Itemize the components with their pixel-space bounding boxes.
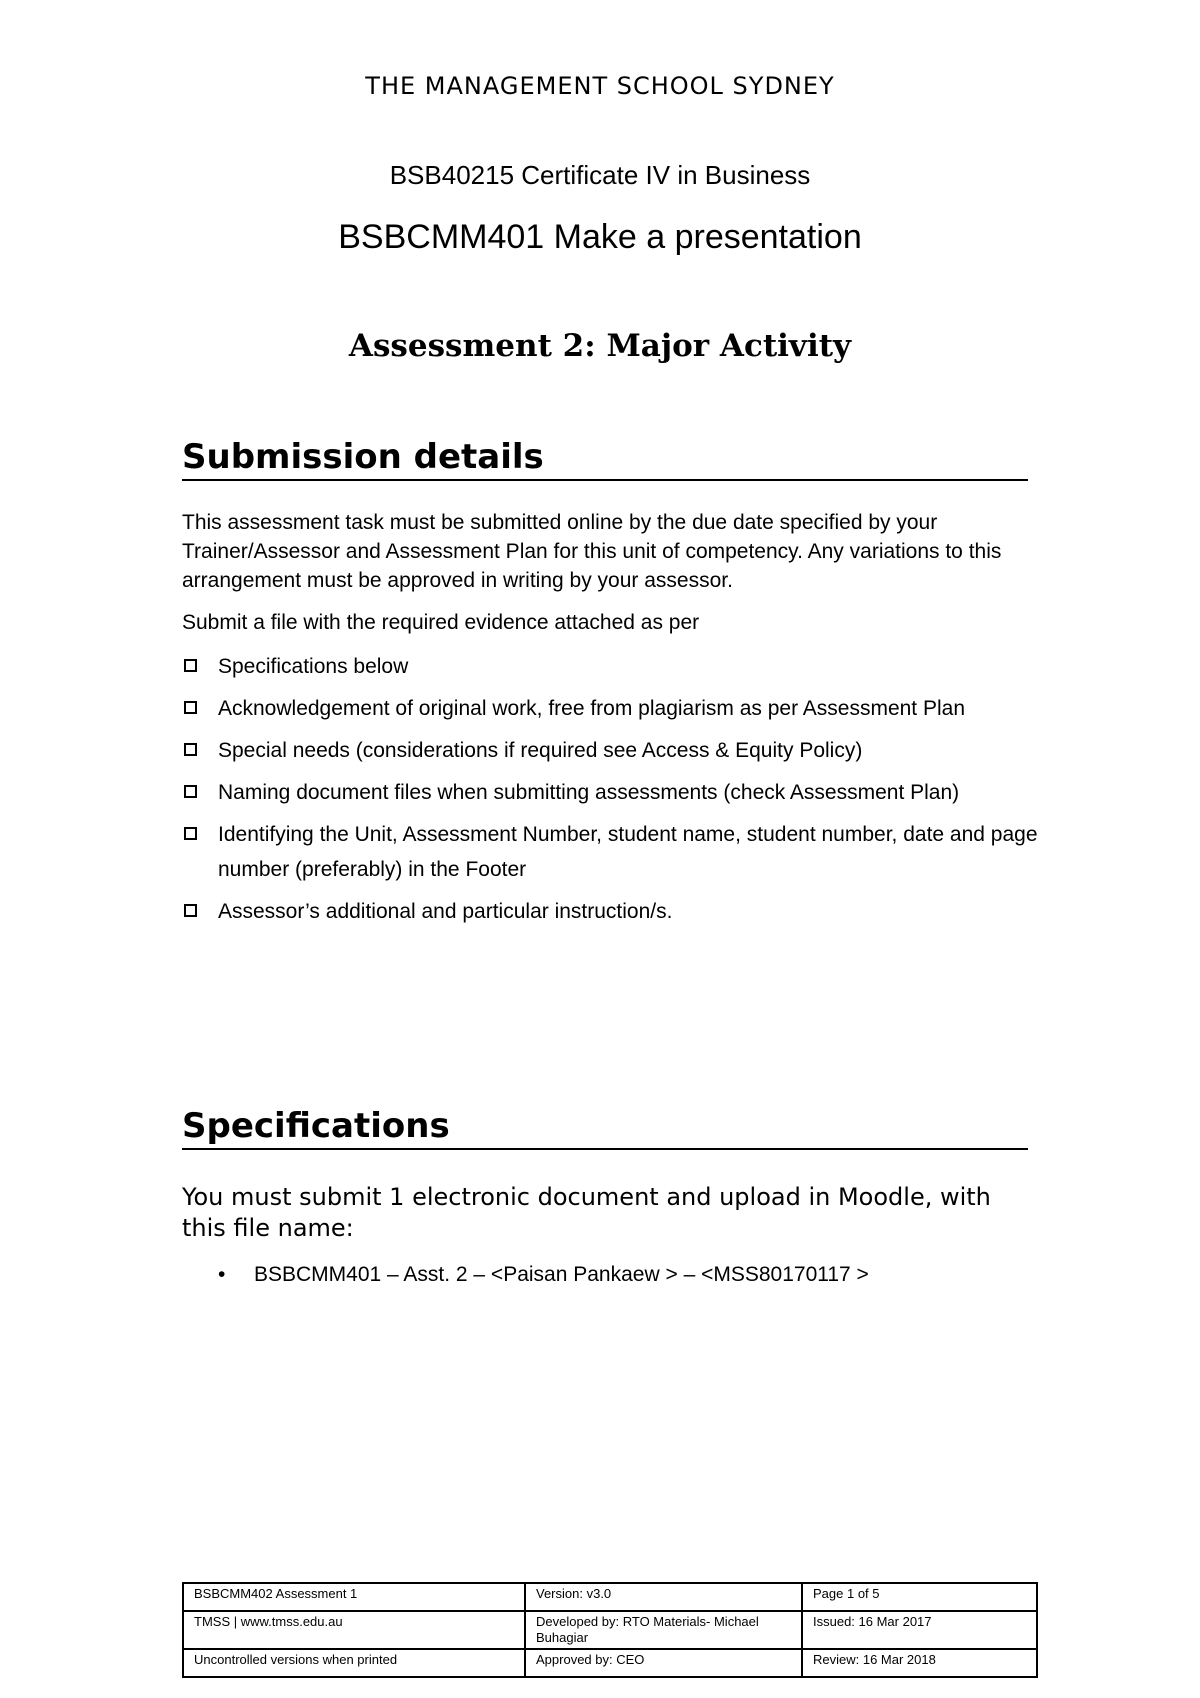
checklist-item: Special needs (considerations if required see Access & Equity Policy) — [182, 733, 1042, 768]
checklist-item: Identifying the Unit, Assessment Number, student name, student number, date and page number (preferably) in the Footer — [182, 817, 1042, 887]
checkbox-icon — [184, 785, 197, 798]
submission-heading: Submission details — [182, 437, 1028, 481]
checkbox-icon — [184, 904, 197, 917]
specifications-heading: Specifications — [182, 1106, 1028, 1150]
footer-cell: Review: 16 Mar 2018 — [802, 1649, 1037, 1677]
list-item: • BSBCMM401 – Asst. 2 – <Paisan Pankaew > – <MSS80170117 > — [218, 1260, 869, 1290]
specifications-text: You must submit 1 electronic document and upload in Moodle, with this file name: — [182, 1183, 991, 1242]
checklist-item: Assessor’s additional and particular instruction/s. — [182, 894, 1042, 929]
checklist-item: Acknowledgement of original work, free from plagiarism as per Assessment Plan — [182, 691, 1042, 726]
footer-cell: Version: v3.0 — [525, 1583, 802, 1611]
checklist-item: Naming document files when submitting assessments (check Assessment Plan) — [182, 775, 1042, 810]
filename-list — [218, 1260, 869, 1290]
checkbox-icon — [184, 659, 197, 672]
checkbox-icon — [184, 701, 197, 714]
footer-cell: Issued: 16 Mar 2017 — [802, 1611, 1037, 1649]
unit-title: BSBCMM401 Make a presentation — [338, 218, 862, 256]
bullet-icon: • — [218, 1263, 226, 1286]
table-row — [183, 1611, 1037, 1649]
assessment-title: Assessment 2: Major Activity — [348, 328, 852, 364]
submission-intro: This assessment task must be submitted online by the due date specified by your Trainer/Assessor and Assessment Plan for this unit of competency. Any variations to this arrangement must be approved in writing by your assessor. — [182, 511, 1002, 592]
submit-line: Submit a file with the required evidence attached as per — [182, 611, 700, 634]
table-row — [183, 1583, 1037, 1611]
footer-cell: TMSS | www.tmss.edu.au — [183, 1611, 525, 1649]
document-footer-table — [182, 1582, 1038, 1678]
footer-cell: Page 1 of 5 — [802, 1583, 1037, 1611]
submission-checklist — [182, 649, 1042, 936]
footer-cell: Developed by: RTO Materials- Michael Buhagiar — [525, 1611, 802, 1649]
checklist-item: Specifications below — [182, 649, 1042, 684]
table-row — [183, 1649, 1037, 1677]
footer-cell: BSBCMM402 Assessment 1 — [183, 1583, 525, 1611]
checkbox-icon — [184, 827, 197, 840]
footer-cell: Approved by: CEO — [525, 1649, 802, 1677]
checkbox-icon — [184, 743, 197, 756]
certificate-title: BSB40215 Certificate IV in Business — [389, 160, 811, 190]
footer-cell: Uncontrolled versions when printed — [183, 1649, 525, 1677]
school-name: THE MANAGEMENT SCHOOL SYDNEY — [365, 72, 835, 100]
